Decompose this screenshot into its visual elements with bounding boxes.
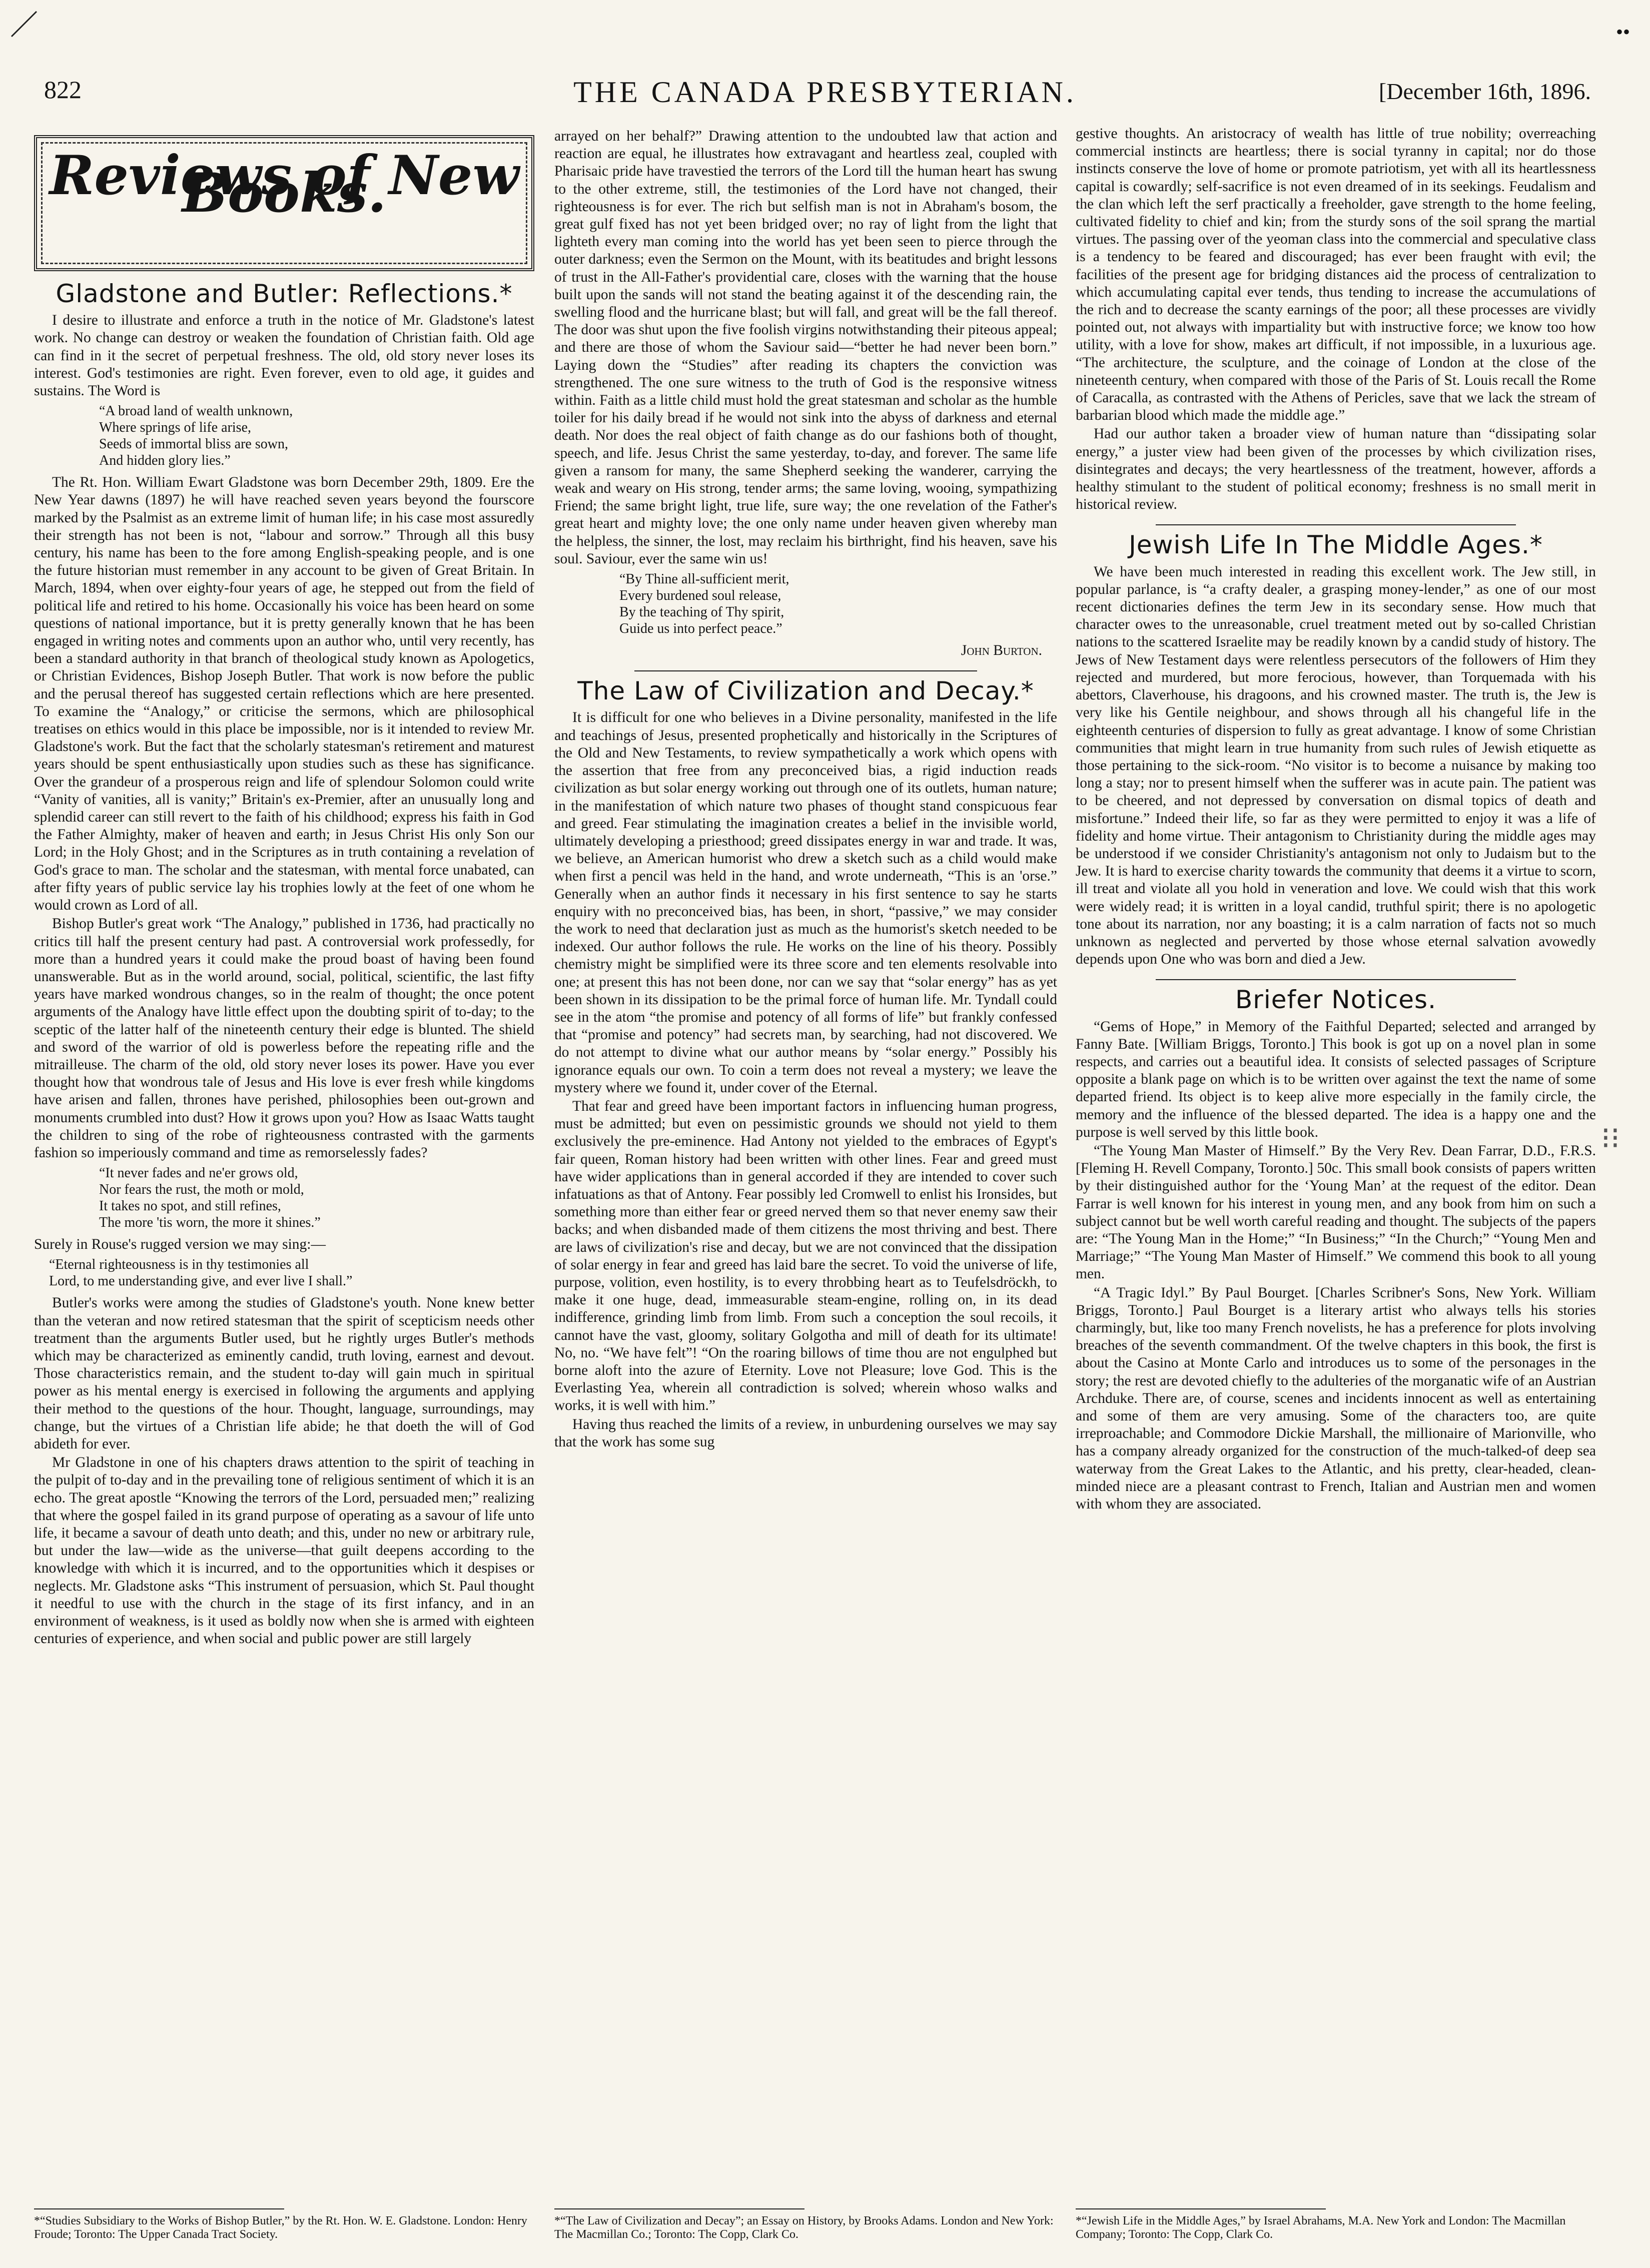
article-title-briefer: Briefer Notices. bbox=[1235, 985, 1436, 1015]
poem-line: “A broad land of wealth unknown, bbox=[99, 403, 293, 419]
footnote: *“Studies Subsidiary to the Works of Bishop Butler,” by the Rt. Hon. W. E. Gladstone. London: Henry Froude; Toronto: The Upper Canada Tract Society. bbox=[34, 2214, 527, 2241]
poem-line: Seeds of immortal bliss are sown, bbox=[99, 436, 288, 452]
paragraph: Mr Gladstone in one of his chapters draws attention to the spirit of teaching in the pulpit of to-day and in the prevailing tone of religious sentiment of which it is an echo. The great apostle “Knowing the terrors of the Lord, persuaded men;” realizing that where the gospel failed in its grand purpose of operating as a savour of life unto life, it became a savour of death unto death; and this, under no new or arbitrary rule, but under the law—wide as the universe—that guilt deepens according to the knowledge with which it is incurred, and to the opportunities which it despises or neglects. Mr. Gladstone asks “This instrument of persuasion, which St. Paul thought it needful to use with the church in the stage of its first infancy, and in an environment of weakness, is it used as boldly now when she is armed with eighteen centuries of experience, and when social and public power are still largely bbox=[34, 1454, 534, 1647]
margin-mark: ⁝⁝ bbox=[1600, 1122, 1620, 1155]
paragraph: Butler's works were among the studies of Gladstone's youth. None knew better than the veteran and now retired statesman that the spirit of scepticism needs other treatment than the arguments Butler used, but he rightly urges Butler's methods which may be characterized as eminently candid, truth loving, earnest and devout. Those characteristics remain, and the student to-day will gain much in spiritual power as his mental energy is exercised in following the arguments and applying their method to the questions of the hour. Thought, language, surroundings, may change, but the virtues of a Christian life abide; he that doeth the will of God abideth for ever. bbox=[34, 1295, 534, 1452]
poem bbox=[99, 403, 534, 469]
column-3 bbox=[1076, 125, 1596, 1514]
poem-line: Lord, to me understanding give, and ever live I shall.” bbox=[49, 1273, 353, 1289]
page-number: 822 bbox=[44, 76, 82, 104]
footnote: *“Jewish Life in the Middle Ages,” by Israel Abrahams, M.A. New York and London: The Macmillan Company; Toronto: The Copp, Clark Co. bbox=[1076, 2214, 1566, 2241]
divider bbox=[1156, 524, 1516, 525]
article-title-civilization: The Law of Civilization and Decay.* bbox=[577, 676, 1034, 706]
column-2 bbox=[554, 128, 1057, 1452]
footnote-rule bbox=[1076, 2208, 1326, 2209]
poem-line: Every burdened soul release, bbox=[619, 588, 781, 604]
paragraph: I desire to illustrate and enforce a truth in the notice of Mr. Gladstone's latest work. No change can destroy or weaken the foundation of Christian faith. Old age can find in it the secret of perpetual freshness. The old, old story never loses its interest. God's testimonies are right. Even forever, even to old age, it guides and sustains. The Word is bbox=[34, 312, 534, 399]
page-header bbox=[0, 75, 1650, 115]
poem bbox=[99, 1165, 534, 1231]
paragraph: That fear and greed have been important factors in influencing human progress, must be admitted; but even on pessimistic grounds we should not yield to them exclusively the pre-eminence. Had Antony not yielded to the embraces of Egypt's fair queen, Roman history had been written with other lines. Fear and greed must have wider applications than in general accorded if they are intended to cover such infatuations as that of Antony. Fear possibly led Cromwell to enlist his Ironsides, but something more than either fear or greed nerved them so that never enemy saw their backs; and when disbanded made of them citizens the most thriving and best. There are laws of civilization's rise and decay, but we are not convinced that the dissipation of solar energy in fear and greed has laid bare the secret. To void the universe of life, purpose, volition, even hostility, is to every throbbing heart as to Teufelsdröckh, to make it one huge, dead, immeasurable steam-engine, rolling on, in its dead indifference, grinding limb from limb. From such a conception the soul recoils, it cannot have the vast, gloomy, solitary Golgotha and mill of death for its ultimate! No, no. “We have felt”! “On the roaring billows of time thou are not engulphed but borne aloft into the azure of Eternity. Love not Pleasure; love God. This is the Everlasting Yea, wherein all contradiction is solved; wherein whoso walks and works, it is well with him.” bbox=[554, 1098, 1057, 1414]
paragraph: It is difficult for one who believes in a Divine personality, manifested in the life and teachings of Jesus, presented prophetically and historically in the Scriptures of the Old and New Testaments, to review sympathetically a work which opens with the assertion that free from any preconceived bias, a rigid induction reads civilization as but solar energy working out through one of its outlets, human nature; in the manifestation of which nature two phases of thought stand conspicuous fear and greed. Fear stimulating the imagination creates a belief in the invisible world, ultimately developing a priesthood; greed dissipates energy in war and trade. It was, we believe, an American humorist who drew a sketch such as a child would make when first a pencil was held in the hand, and wrote underneath, “This is an 'orse.” Generally when an author finds it necessary in his first sentence to say he starts enquiry with no preconceived bias, has been, in short, “passive,” we may consider the work to need that declaration just as much as the humorist's sketch needed to be indexed. Our author follows the rule. He works on the line of his theory. Possibly chemistry might be simplified were its three score and ten elements resolvable into one; at present this has not been done, nor can we say that “solar energy” has as yet been shown in its dissipation to be the primal force of human life. Mr. Tyndall could see in the atom “the promise and potency of all forms of life” but frankly confessed that “promise and potency” had secrets man, by searching, had not discovered. We do not attempt to divine what our author means by “solar energy.” Possibly his ignorance equals our own. To coin a term does not reveal a mystery; we leave the mystery where we found it, under cover of the Eternal. bbox=[554, 709, 1057, 1096]
paragraph: The Rt. Hon. William Ewart Gladstone was born December 29th, 1809. Ere the New Year dawns (1897) he will have reached seven years beyond the fourscore marked by the Psalmist as an extreme limit of human life; in his case most assuredly their strength has not been is not, “labour and sorrow.” Through all this busy century, his name has been to the fore among English-speaking people, and is one the future historian must remember in any account to be given of Great Britain. In March, 1894, when over eighty-four years of age, he stepped out from the field of political life and retired to his home. Occasionally his voice has been heard on some questions of national importance, but it is pretty generally known that he has been engaged in writing notes and comments upon an author who, until very recently, has been a standard authority in that branch of theological study known as Apologetics, or Christian Evidences, Bishop Joseph Butler. That work is now before the public and the perusal thereof has suggested certain reflections which are here presented. To examine the “Analogy,” or criticise the sermons, which are philosophical treatises on ethics would in this place be impossible, nor is it intended to review Mr. Gladstone's work. But the fact that the scholarly statesman's retirement and maturest years should be spent enthusiastically upon studies such as these has significance. Over the grandeur of a prosperous reign and life of splendour Solomon could write “Vanity of vanities, all is vanity;” Britain's ex-Premier, after an unusually long and splendid career can still revert to the faith of his childhood; express his faith in God the Father Almighty, maker of heaven and earth; in Jesus Christ His only Son our Lord; in the Holy Ghost; and in the Scriptures as in truth containing a revelation of God's grace to man. The scholar and the statesman, with mental force unabated, can after fifty years of public service lay his trophies lowly at the feet of one whom he would crown as Lord of all. bbox=[34, 474, 534, 914]
poem bbox=[619, 571, 1057, 637]
corner-pencil-mark bbox=[9, 9, 39, 39]
footnote-rule bbox=[554, 2208, 804, 2209]
paragraph-continued: gestive thoughts. An aristocracy of wealth has little of true nobility; overreaching commercial instincts are heartless; there is social tyranny in capital; nor do those instincts conserve the love of home or promote patriotism, yet with all its heartlessness capital is cowardly; self-sacrifice is not even dreamed of in its seekings. Feudalism and the clan which left the serf practically a freeholder, gave strength to the home feeling, cultivated fidelity to chief and kin; from the sturdy sons of the soil sprang the martial virtues. The passing over of the yeoman class into the commercial and speculative class is a tendency to be feared and discouraged; has ever been fraught with evil; the facilities of the present age for bridging distances aid the process of centralization to which accumulating capital ever tends, thus tending to increase the accumulations of the rich and to decrease the scanty earnings of the poor; all these processes are vividly pointed out, not always with impartiality but with instructive force; we know too how utility, with a love for show, makes art difficult, if not impossible, in a luxurious age. “The architecture, the sculpture, and the coinage of London at the close of the nineteenth century, when compared with those of the Paris of St. Louis recall the Rome of Caracalla, as contrasted with the Athens of Pericles, save that we lack the stream of barbarian blood which made the middle age.” bbox=[1076, 126, 1596, 424]
poem-line: The more 'tis worn, the more it shines.” bbox=[99, 1215, 321, 1231]
issue-date: [December 16th, 1896. bbox=[1378, 79, 1591, 104]
footnote: *“The Law of Civilization and Decay”; an Essay on History, by Brooks Adams. London and New York: The Macmillan Co.; Toronto: The Copp, Clark Co. bbox=[554, 2214, 1054, 2241]
poem-line: And hidden glory lies.” bbox=[99, 453, 231, 469]
paragraph-continued: arrayed on her behalf?” Drawing attention to the undoubted law that action and reaction are equal, he illustrates how extravagant and heartless zeal, coupled with Pharisaic pride have travestied the terrors of the Lord till the human heart has swung to the other extreme, still, the testimonies of the Lord have not changed, their righteousness is for ever. The rich but selfish man is not in Abraham's bosom, the great gulf fixed has not yet been bridged over; no ray of light from the light that lighteth every man coming into the world has yet been seen to pierce through the outer darkness; even the Sermon on the Mount, with its beatitudes and bright lessons of trust in the All-Father's providential care, closes with the warning that the house built upon the sands will not stand the beating against it of the descending rain, the swelling flood and the hurricane blast; but will fall, and great will be the fall thereof. The door was shut upon the five foolish virgins notwithstanding their piteous appeal; and there are those of whom the Saviour said—“better he had never been born.” Laying down the “Studies” after reading its chapters the conviction was strengthened. The one sure witness to the truth of God is the responsive witness within. Faith as a little child must hold the great statesman and scholar as the humble toiler for his daily bread if he would not sink into the abyss of darkness and eternal death. Nor does the real object of faith change as do our fashions both of thought, speech, and life. Jesus Christ the same yesterday, to-day, and forever. The same life given a ransom for many, the same Shepherd seeking the wanderer, carrying the weak and weary on His strong, tender arms; the same loving, wooing, sympathizing Friend; the same bright light, true life, sure way; the one revelation of the Father's great heart and mighty love; the one only name under heaven given whereby man the helpless, the sinner, the lost, may reclaim his birthright, find his heaven, save his soul. Saviour, ever the same win us! bbox=[554, 128, 1057, 567]
paragraph: Bishop Butler's great work “The Analogy,” published in 1736, had practically no critics till half the present century had past. A controversial work professedly, for more than a hundred years it could make the proud boast of having been found unanswerable. But as in the world around, social, political, scientific, the last fifty years have marked wondrous changes, so in the realm of thought; the once potent arguments of the Analogy have little effect upon the doubting spirit of to-day; to the sceptic of the latter half of the nineteenth century their edge is blunted. The shield and sword of the warrior of old is powerless before the repeating rifle and the mitrailleuse. The charm of the old, old story never loses its power. Have you ever thought how that wondrous tale of Jesus and His love is ever fresh while kingdoms have arisen and fallen, thrones have perished, philosophies been out-grown and monuments crumbled into dust? How it grows upon you? How as Isaac Watts taught the children to sing of the robe of righteousness contrasted with the garments fashion so imperiously command and time as remorselessly fades? bbox=[34, 916, 534, 1161]
poem-line: “It never fades and ne'er grows old, bbox=[99, 1165, 298, 1181]
poem-line: Nor fears the rust, the moth or mold, bbox=[99, 1182, 304, 1198]
poem-line: Guide us into perfect peace.” bbox=[619, 621, 782, 637]
paragraph: Having thus reached the limits of a review, in unburdening ourselves we may say that the work has some sug bbox=[554, 1416, 1057, 1450]
column-1 bbox=[34, 128, 534, 1649]
divider bbox=[634, 670, 977, 671]
paragraph: “A Tragic Idyl.” By Paul Bourget. [Charles Scribner's Sons, New York. William Briggs, Toronto.] Paul Bourget is a literary artist who always tells his stories charmingly, but, like too many French novelists, he has a preference for plots involving breaches of the seventh commandment. Of the twelve chapters in this book, the first is about the Casino at Monte Carlo and introduces us to some of the personages in the story; the rest are devoted chiefly to the adulteries of the morganatic wife of an Austrian Archduke. There are, of course, scenes and incidents innocent as well as entertaining and some of them are very amusing. Some of the characters too, are quite irreproachable; and Commodore Dickie Marshall, the millionaire of Marionville, who has a company already organized for the construction of the much-talked-of deep sea waterway from the Great Lakes to the Atlantic, and his pretty, clear-headed, clean-minded niece are a pleasant contrast to French, Italian and Austrian men and women with whom they are associated. bbox=[1076, 1284, 1596, 1513]
corner-dots: •• bbox=[1615, 21, 1630, 43]
poem-line: It takes no spot, and still refines, bbox=[99, 1198, 281, 1214]
footnote-rule bbox=[34, 2208, 284, 2209]
paragraph: Surely in Rouse's rugged version we may sing:— bbox=[34, 1236, 326, 1253]
section-title: Reviews of New Books. bbox=[49, 144, 519, 225]
poem bbox=[49, 1256, 534, 1289]
poem-line: By the teaching of Thy spirit, bbox=[619, 604, 784, 620]
article-title-jewish: Jewish Life In The Middle Ages.* bbox=[1129, 530, 1543, 560]
divider bbox=[1156, 979, 1516, 980]
paragraph: Had our author taken a broader view of human nature than “dissipating solar energy,” a juster view had been given of the processes by which civilization rises, disintegrates and decays; the very heartlessness of the treatment, however, affords a healthy stimulant to the student of political economy; freshness is no small merit in historical review. bbox=[1076, 426, 1596, 513]
paragraph: We have been much interested in reading this excellent work. The Jew still, in popular parlance, is “a crafty dealer, a grasping money-lender,” as one of our most recent dictionaries defines the term Jew in its secondary sense. How much that character owes to the unreasonable, cruel treatment meted out by so-called Christian nations to the scattered Israelite may be readily known by a candid study of history. The Jews of New Testament days were relentless persecutors of the followers of Him they rejected and murdered, but more ferocious, however, than Torquemada with his abettors, Claverhouse, his dragoons, and his crowned master. The truth is, the Jew is very like his Gentile neighbour, and shows through all his changeful life in the eighteenth centuries of dispersion to fully as great advantage. I know of some Christian communities that might learn in true humanity from such rules of Jewish etiquette as those pertaining to the sick-room. “No visitor is to become a nuisance by making too long a stay; nor to present himself when the sufferer was in acute pain. The patient was to be cheered, and not depressed by conversation on dismal topics of death and misfortune.” Indeed their life, so far as they were permitted to enjoy it was a life of fidelity and home virtue. Their antagonism to Christianity during the middle ages may be understood if we consider Christianity's antagonism not only to Judaism but to the Jew. It is hard to exercise charity towards the community that deems it a virtue to scorn, ill treat and violate all you hold in veneration and love. We could wish that this work were widely read; it is written in a loyal candid, truthful spirit; there is no apologetic tone about its narration, nor any boasting; it is a calm narration of facts not so much unknown as neglected and perverted by those whose eternal salvation avowedly depends upon One who was born and died a Jew. bbox=[1076, 563, 1596, 968]
poem-line: “By Thine all-sufficient merit, bbox=[619, 571, 789, 587]
poem-line: Where springs of life arise, bbox=[99, 420, 251, 436]
masthead: THE CANADA PRESBYTERIAN. bbox=[573, 76, 1077, 109]
paragraph: “The Young Man Master of Himself.” By the Very Rev. Dean Farrar, D.D., F.R.S. [Fleming H. Revell Company, Toronto.] 50c. This small book consists of papers written by their distinguished author for the ‘Young Man’ at the request of the editor. Dean Farrar is well known for his interest in young men, and any book from him on such a subject cannot but be well worth careful reading and thought. The subjects of the papers are: “The Young Man in the Home;” “In Business;” “In the Church;” “Young Men and Marriage;” “The Young Man Master of Himself.” We commend this book to all young men. bbox=[1076, 1142, 1596, 1282]
section-banner bbox=[34, 135, 534, 271]
signature: John Burton. bbox=[961, 642, 1042, 659]
article-title-gladstone: Gladstone and Butler: Reflections.* bbox=[56, 279, 513, 308]
poem-line: “Eternal righteousness is in thy testimonies all bbox=[49, 1257, 309, 1273]
paragraph: “Gems of Hope,” in Memory of the Faithful Departed; selected and arranged by Fanny Bate. [William Briggs, Toronto.] This book is got up on a novel plan in some respects, and carries out a beautiful idea. It consists of selected passages of Scripture opposite a blank page on which is to be written over against the text the name of some departed friend. Its object is to keep alive more especially in the family circle, the memory and the influence of the blessed departed. The idea is a happy one and the purpose is well served by this little book. bbox=[1076, 1018, 1596, 1140]
